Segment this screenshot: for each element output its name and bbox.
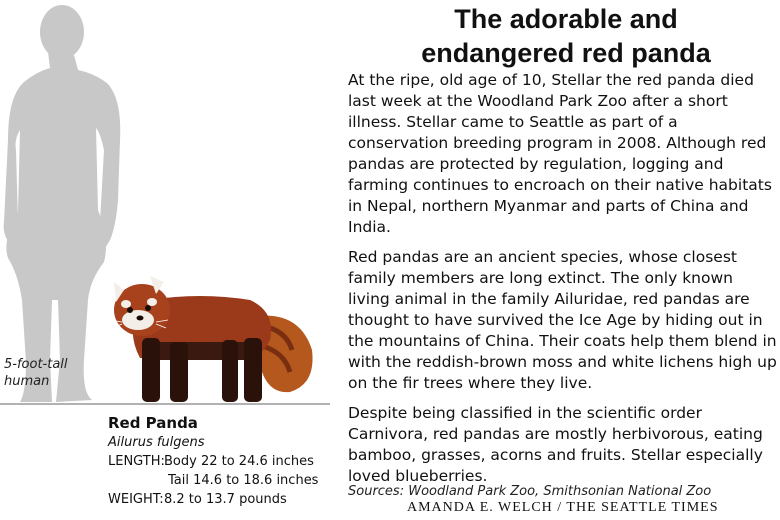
weight-value: 8.2 to 13.7 pounds xyxy=(164,492,287,507)
paragraph-1: At the ripe, old age of 10, Stellar the red panda died last week at the Woodland Park Zoo after a short illness. Stellar came to Seattle as part of a conservation breeding program in 2008. Although red pandas are protected by regulation, logging and farming continues to encroach on their native habitats in Nepal, northern Myanmar and parts of China and India. xyxy=(348,71,772,236)
headline-line1: The adorable and xyxy=(454,4,678,34)
headline xyxy=(352,2,780,70)
human-silhouette xyxy=(4,5,121,402)
species-facts xyxy=(108,414,318,509)
species-name: Red Panda xyxy=(108,414,198,432)
weight-row xyxy=(108,490,318,509)
red-panda-illustration xyxy=(110,276,313,402)
length-key: LENGTH: xyxy=(108,454,165,469)
human-label-line2: human xyxy=(4,374,50,389)
length-tail: Tail 14.6 to 18.6 inches xyxy=(168,473,319,488)
comparison-graphic xyxy=(0,0,340,410)
length-row xyxy=(108,452,318,471)
paragraph-2: Red pandas are an ancient species, whose closest family members are long extinct. The only known living animal in the family Ailuridae, red pandas are thought to have survived the Ice Age by hiding out in the mountains of China. Their coats help them blend in with the reddish-brown moss and white lichens high up on the fir trees where they live. xyxy=(348,248,777,392)
headline-line2: endangered red panda xyxy=(421,38,711,68)
article-body xyxy=(348,70,778,496)
weight-key: WEIGHT: xyxy=(108,492,164,507)
human-label-line1: 5-foot-tall xyxy=(4,357,68,372)
credit-line: AMANDA E. WELCH / THE SEATTLE TIMES xyxy=(407,500,719,515)
sources-line: Sources: Woodland Park Zoo, Smithsonian National Zoo xyxy=(348,484,712,499)
scientific-name: Ailurus fulgens xyxy=(108,435,205,450)
paragraph-3: Despite being classified in the scientific order Carnivora, red pandas are mostly herbivorous, eating bamboo, grasses, acorns and fruits. Stellar especially loved blueberries. xyxy=(348,404,763,485)
illustration xyxy=(0,0,340,410)
human-label xyxy=(4,356,68,390)
length-body: Body 22 to 24.6 inches xyxy=(164,454,314,469)
